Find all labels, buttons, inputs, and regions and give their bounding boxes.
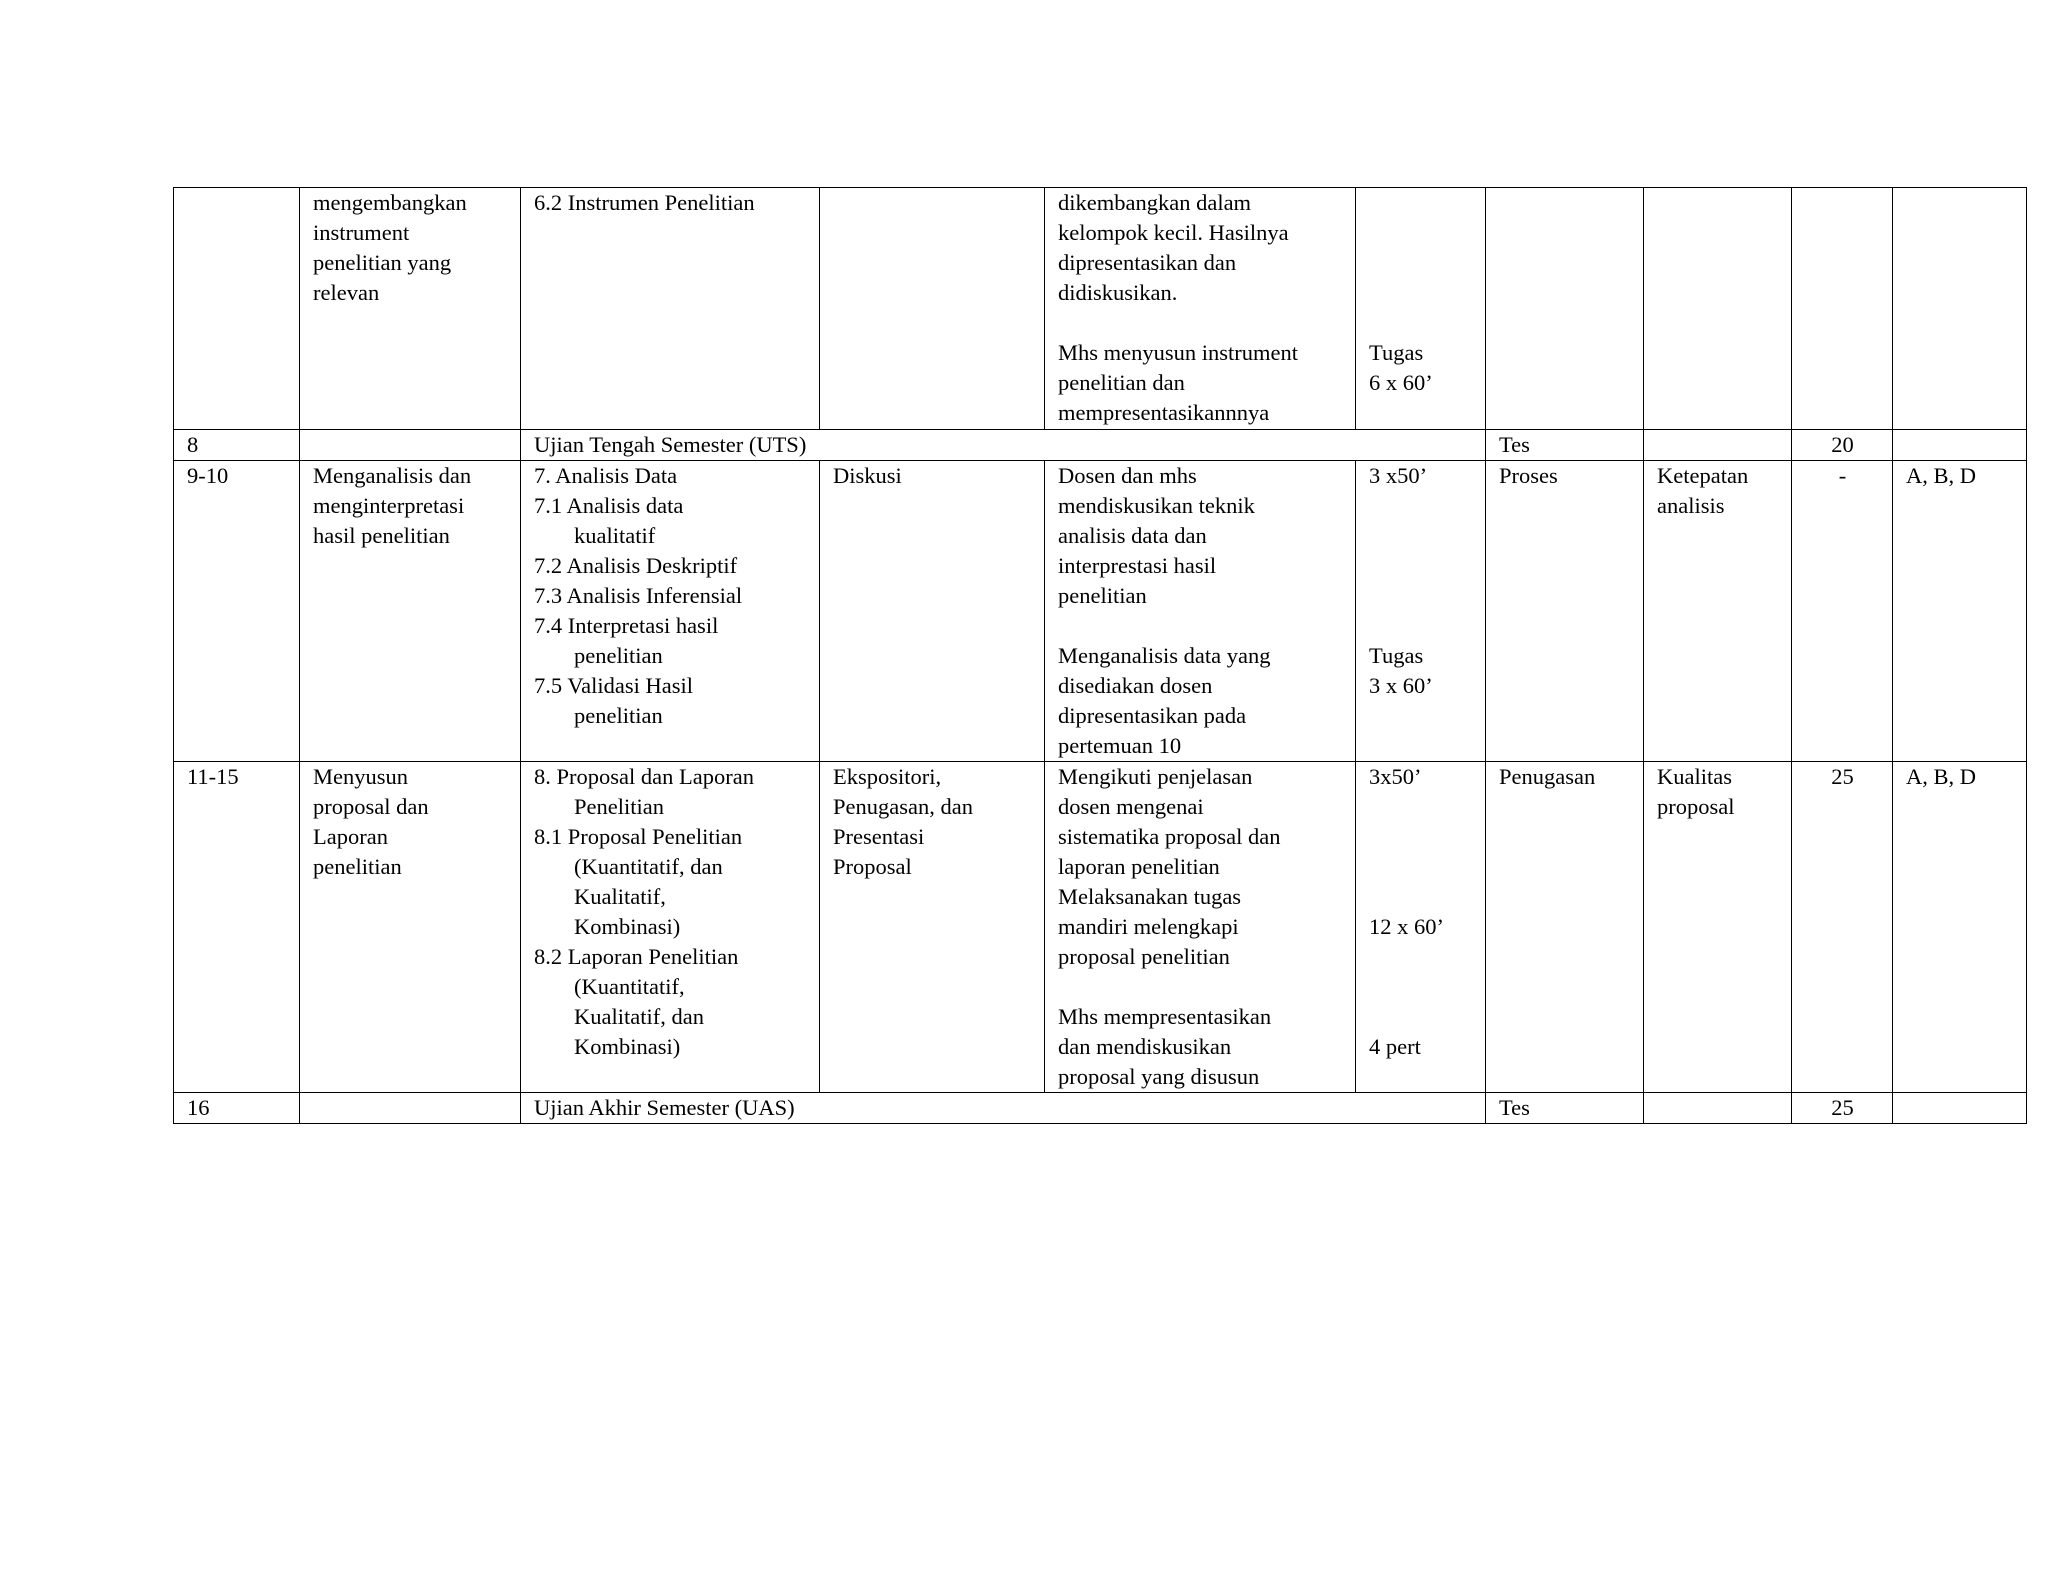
indicator-cell — [1644, 1093, 1792, 1124]
competency-cell: mengembangkan instrument penelitian yang relevan — [300, 188, 521, 430]
exam-title-cell: Ujian Tengah Semester (UTS) — [521, 430, 1486, 461]
indicator-cell: Kualitas proposal — [1644, 762, 1792, 1093]
competency-cell — [300, 1093, 521, 1124]
activity-cell: Mengikuti penjelasan dosen mengenai sistematika proposal dan laporan penelitian Melaksanakan tugas mandiri melengkapi proposal penelitian Mhs mempresentasikan dan mendiskusikan proposal yang disusun — [1045, 762, 1356, 1093]
method-cell: Ekspositori, Penugasan, dan Presentasi Proposal — [820, 762, 1045, 1093]
indicator-cell: Ketepatan analisis — [1644, 461, 1792, 762]
time-cell: 3 x50’ Tugas 3 x 60’ — [1356, 461, 1486, 762]
material-cell: 7. Analisis Data 7.1 Analisis data kualitatif 7.2 Analisis Deskriptif 7.3 Analisis Inferensial 7.4 Interpretasi hasil penelitian 7.5 Validasi Hasil penelitian — [521, 461, 820, 762]
table-row — [174, 762, 2027, 1093]
material-cell: 8. Proposal dan Laporan Penelitian 8.1 Proposal Penelitian (Kuantitatif, dan Kualitatif, Kombinasi) 8.2 Laporan Penelitian (Kuantitatif, Kualitatif, dan Kombinasi) — [521, 762, 820, 1093]
week-cell — [174, 188, 300, 430]
week-cell: 9-10 — [174, 461, 300, 762]
weight-cell: - — [1792, 461, 1893, 762]
reference-cell — [1893, 430, 2027, 461]
weight-cell — [1792, 188, 1893, 430]
weight-cell: 25 — [1792, 1093, 1893, 1124]
assessment-cell: Penugasan — [1486, 762, 1644, 1093]
indicator-cell — [1644, 430, 1792, 461]
weight-cell: 20 — [1792, 430, 1893, 461]
reference-cell: A, B, D — [1893, 461, 2027, 762]
assessment-cell: Proses — [1486, 461, 1644, 762]
table-row — [174, 188, 2027, 430]
method-cell — [820, 188, 1045, 430]
competency-cell: Menganalisis dan menginterpretasi hasil penelitian — [300, 461, 521, 762]
rps-table — [173, 187, 2027, 1124]
assessment-cell — [1486, 188, 1644, 430]
competency-cell: Menyusun proposal dan Laporan penelitian — [300, 762, 521, 1093]
time-cell: Tugas 6 x 60’ — [1356, 188, 1486, 430]
time-cell: 3x50’ 12 x 60’ 4 pert — [1356, 762, 1486, 1093]
week-cell: 11-15 — [174, 762, 300, 1093]
indicator-cell — [1644, 188, 1792, 430]
table-row — [174, 461, 2027, 762]
reference-cell: A, B, D — [1893, 762, 2027, 1093]
week-cell: 8 — [174, 430, 300, 461]
method-cell: Diskusi — [820, 461, 1045, 762]
week-cell: 16 — [174, 1093, 300, 1124]
material-cell: 6.2 Instrumen Penelitian — [521, 188, 820, 430]
table-row — [174, 1093, 2027, 1124]
assessment-cell: Tes — [1486, 1093, 1644, 1124]
reference-cell — [1893, 188, 2027, 430]
table-row — [174, 430, 2027, 461]
assessment-cell: Tes — [1486, 430, 1644, 461]
activity-cell: Dosen dan mhs mendiskusikan teknik analisis data dan interprestasi hasil penelitian Menganalisis data yang disediakan dosen dipresentasikan pada pertemuan 10 — [1045, 461, 1356, 762]
competency-cell — [300, 430, 521, 461]
exam-title-cell: Ujian Akhir Semester (UAS) — [521, 1093, 1486, 1124]
weight-cell: 25 — [1792, 762, 1893, 1093]
activity-cell: dikembangkan dalam kelompok kecil. Hasilnya dipresentasikan dan didiskusikan. Mhs menyusun instrument penelitian dan mempresentasikannnya — [1045, 188, 1356, 430]
reference-cell — [1893, 1093, 2027, 1124]
